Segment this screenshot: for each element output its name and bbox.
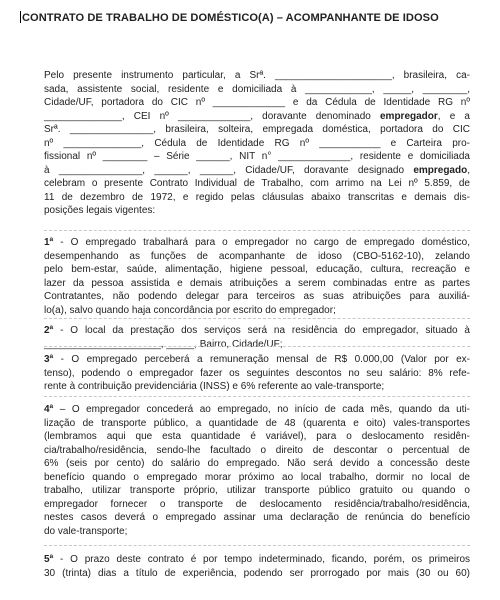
clause-line: nestes casos deverá o empregado assinar uma declaração de renúncia do benefício	[44, 512, 470, 523]
clause-line	[44, 403, 470, 417]
clause-line: desempenhando as funções de acompanhante de idoso (CBO-5162-10), zelando	[44, 250, 470, 262]
clause-number: 1ª	[44, 237, 54, 248]
clause-line: cia/trabalho/residência, sendo-lhe facultado o direito de descontar o percentual de	[44, 444, 470, 456]
clause-line-text: - O local da prestação dos serviços será na residência do empregador, situado à	[53, 325, 470, 336]
clause-line: Contratantes, não podendo delegar para terceiros as suas atribuições para auxiliá-	[44, 291, 470, 302]
clause-line: _____________________, _____, Bairro, Cidade/UF;	[44, 338, 283, 350]
clause-number: 3ª	[44, 354, 54, 365]
intro-line: sada, assistente social, residente e domiciliada à ____________, _____, ________,	[44, 83, 470, 95]
text-cursor	[20, 11, 21, 23]
intro-line: Srª. _______________, brasileira, solteira, empregada doméstica, portadora do CIC	[44, 124, 470, 135]
clause-line-text: - O prazo deste contrato é por tempo indeterminado, ficando, porém, os primeiros	[53, 554, 470, 565]
clause-line: rente à contribuição previdenciária (INSS) e 6% referente ao vale-transporte;	[44, 381, 385, 392]
clause-line: benefício quando o empregado morar próximo ao local trabalho, dormir no local de	[44, 471, 470, 483]
clause-line: pelo bem-estar, saúde, alimentação, higiene pessoal, educação, cultura, recreação e	[44, 264, 470, 275]
clause-line-text: - O empregado trabalhará para o empregador no cargo de empregado doméstico,	[53, 237, 470, 248]
title-text: CONTRATO DE TRABALHO DE DOMÉSTICO(A) – ACOMPANHANTE DE IDOSO	[22, 12, 439, 24]
section-divider	[44, 230, 470, 231]
intro-line: celebram o presente Contrato Individual de Trabalho, com arrimo na Lei nº 5.859, de	[44, 178, 470, 189]
intro-line	[44, 164, 470, 178]
clause-line: (lembramos aqui que esta quantidade é variável), para o deslocamento residên-	[44, 431, 470, 442]
intro-line-text: ______________, CEI nº _____________, doravante denominado	[44, 110, 380, 122]
intro-line-text: , e a	[437, 110, 470, 122]
intro-line: fissional nº ________ – Série ______, NIT n° _____________, residente e domiciliada	[44, 151, 470, 162]
bold-term-empregado: empregado	[413, 164, 468, 176]
clause-line	[44, 236, 470, 250]
section-divider	[44, 318, 470, 319]
clause-line: tenso), podendo o empregador fazer os seguintes descontos no seu salário: 8% refe-	[44, 367, 470, 379]
clause-line-text: – O empregador concederá ao empregado, no início de cada mês, quando da uti-	[53, 404, 470, 415]
clause-line: empregador fornecer o transporte de deslocamento residência/trabalho/residência,	[44, 498, 470, 510]
section-divider	[44, 545, 470, 546]
intro-line-text: à _______________, ______, ______, Cidade/UF, doravante designado	[44, 164, 414, 176]
document-title	[20, 11, 490, 24]
clause-number: 2ª	[44, 325, 54, 336]
intro-line: Cidade/UF, portadora do CIC nº _____________ e da Cédula de Identidade RG nº	[44, 97, 470, 108]
clause-3	[44, 353, 470, 394]
intro-line: nº ______________, Cédula de Identidade RG nº ___________ e Carteira pro-	[44, 137, 470, 149]
clause-line: do vale-transporte;	[44, 525, 128, 537]
clause-line: 30 (trinta) dias a título de experiência, podendo ser prorrogado por mais (30 ou 60)	[44, 567, 470, 579]
section-divider	[44, 396, 470, 397]
clause-line: trabalho, utilizar transporte próprio, utilizar transporte público gratuito ou quando o	[44, 485, 470, 496]
clause-4	[44, 403, 470, 538]
clause-line: 6% (seis por cento) do salário do empregado. Não será devido a concessão deste	[44, 458, 470, 469]
clause-number: 4ª	[44, 404, 54, 415]
intro-line: Pelo presente instrumento particular, a Srª. _____________________, brasileira, ca-	[44, 70, 470, 81]
clause-line	[44, 324, 470, 338]
section-divider	[44, 346, 470, 347]
clause-5	[44, 553, 470, 580]
clause-line: lo(a), salvo quando haja concordância por escrito do empregador;	[44, 304, 336, 316]
clause-line	[44, 553, 470, 567]
intro-line-text: ,	[467, 164, 470, 176]
clause-1	[44, 236, 470, 317]
clause-line	[44, 353, 470, 367]
clause-line: lização de transporte público, a quantidade de 48 (quarenta e oito) vales-transportes	[44, 417, 470, 429]
clause-number: 5ª	[44, 554, 54, 565]
clause-line: lazer da pessoa assistida e demais atribuições a serem combinadas entre as partes	[44, 277, 470, 289]
intro-line	[44, 110, 470, 124]
intro-paragraph	[44, 69, 470, 218]
intro-line: posições legais vigentes:	[44, 205, 156, 216]
clause-line-text: - O empregado perceberá a remuneração mensal de R$ 0.000,00 (Valor por ex-	[53, 354, 470, 365]
bold-term-empregador: empregador	[380, 110, 438, 122]
intro-line: 11 de dezembro de 1972, e regido pelas cláusulas abaixo transcritas e demais dis-	[44, 191, 470, 203]
